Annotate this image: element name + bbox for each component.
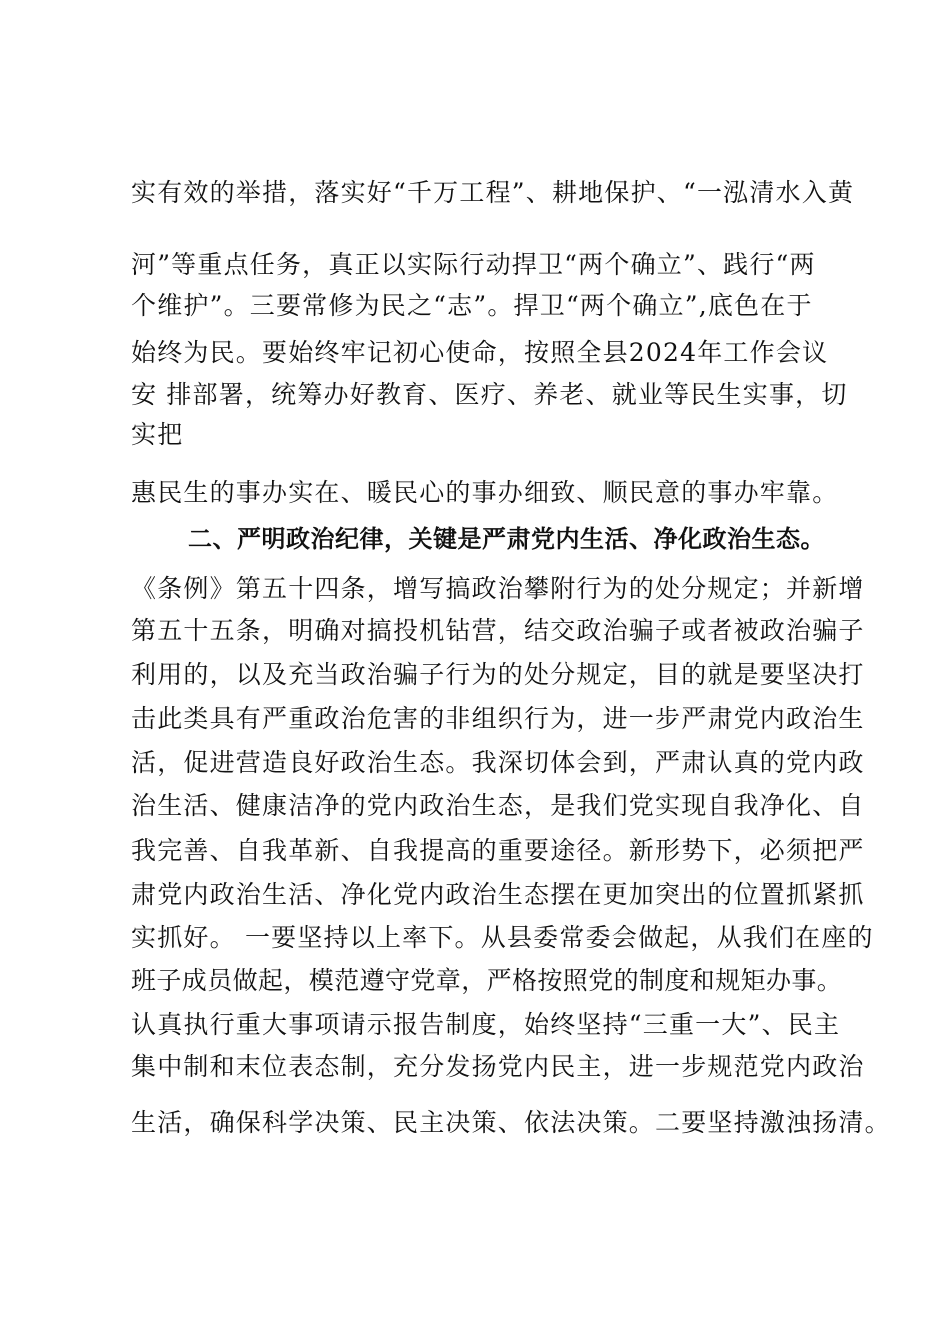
paragraph-line: 我完善、自我革新、自我提高的重要途径。新形势下，必须把严 (131, 836, 865, 865)
paragraph-line: 班子成员做起，模范遵守党章，严格按照党的制度和规矩办事。 (131, 966, 843, 995)
paragraph-line: 认真执行重大事项请示报告制度，始终坚持“三重一大”、民主 (131, 1010, 841, 1039)
paragraph-line: 生活，确保科学决策、民主决策、依法决策。二要坚持激浊扬清。 (131, 1108, 891, 1137)
paragraph-line: 活，促进营造良好政治生态。我深切体会到，严肃认真的党内政 (131, 748, 865, 777)
paragraph-line: 实有效的举措，落实好“千万工程”、耕地保护、“一泓清水入黄 (131, 178, 855, 207)
paragraph-line: 实抓好。 一要坚持以上率下。从县委常委会做起，从我们在座的 (131, 923, 874, 952)
paragraph-line: 始终为民。要始终牢记初心使命，按照全县2024年工作会议 (131, 338, 829, 367)
paragraph-line: 安 排部署，统筹办好教育、医疗、养老、就业等民生实事，切 (131, 380, 848, 409)
paragraph-line: 治生活、健康洁净的党内政治生态，是我们党实现自我净化、自 (131, 791, 865, 820)
paragraph-line: 利用的，以及充当政治骗子行为的处分规定，目的就是要坚决打 (131, 660, 865, 689)
paragraph-line: 集中制和末位表态制，充分发扬党内民主，进一步规范党内政治 (131, 1052, 865, 1081)
paragraph-line: 实把 (131, 420, 184, 449)
paragraph-line: 河”等重点任务，真正以实际行动捍卫“两个确立”、践行“两 (131, 250, 816, 279)
paragraph-line: 击此类具有严重政治危害的非组织行为，进一步严肃党内政治生 (131, 704, 865, 733)
paragraph-line: 惠民生的事办实在、暖民心的事办细致、顺民意的事办牢靠。 (131, 478, 839, 507)
paragraph-line: 第五十五条，明确对搞投机钻营，结交政治骗子或者被政治骗子 (131, 616, 865, 645)
paragraph-line: 肃党内政治生活、净化党内政治生态摆在更加突出的位置抓紧抓 (131, 880, 865, 909)
paragraph-line: 《条例》第五十四条，增写搞政治攀附行为的处分规定；并新增 (131, 574, 865, 603)
section-heading: 二、严明政治纪律，关键是严肃党内生活、净化政治生态。 (188, 525, 825, 553)
paragraph-line: 个维护”。三要常修为民之“志”。捍卫“两个确立”,底色在于 (131, 291, 813, 320)
